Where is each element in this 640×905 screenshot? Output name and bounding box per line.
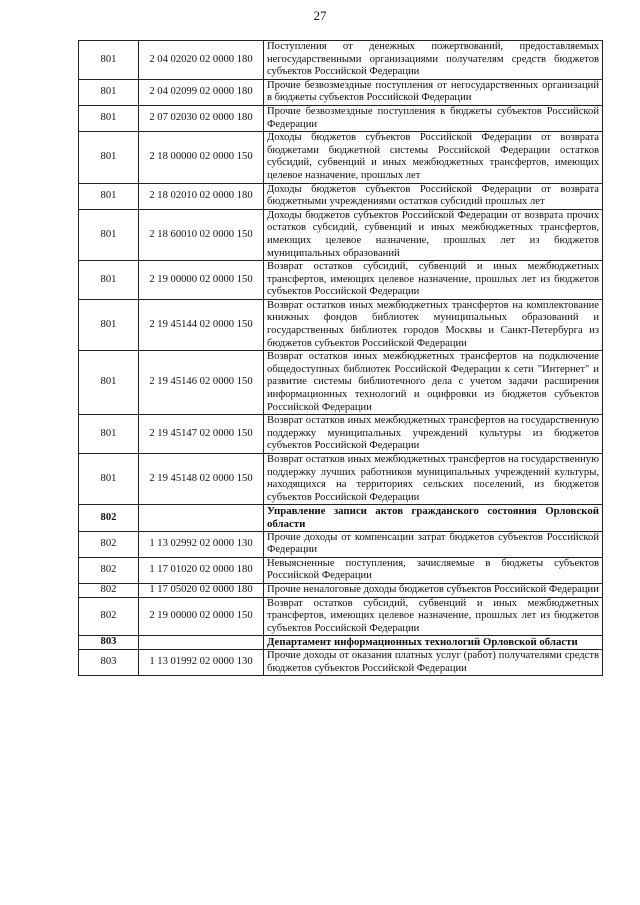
description-cell: Невыясненные поступления, зачисляемые в бюджеты субъектов Российской Федерации xyxy=(264,557,603,583)
section-title-cell: Департамент информационных технологий Орловской области xyxy=(264,636,603,650)
table-row xyxy=(79,583,603,597)
table-row xyxy=(79,299,603,350)
admin-code-cell: 801 xyxy=(79,454,139,505)
revenue-code-cell: 2 07 02030 02 0000 180 xyxy=(139,105,264,131)
revenue-code-cell xyxy=(139,636,264,650)
table-row xyxy=(79,415,603,454)
revenue-code-cell: 2 18 00000 02 0000 150 xyxy=(139,132,264,183)
revenue-code-cell: 1 17 01020 02 0000 180 xyxy=(139,557,264,583)
table-row xyxy=(79,351,603,415)
revenue-codes-table xyxy=(78,40,603,676)
section-header-row xyxy=(79,636,603,650)
section-header-row xyxy=(79,505,603,531)
revenue-code-cell: 1 13 01992 02 0000 130 xyxy=(139,649,264,675)
revenue-code-cell: 1 17 05020 02 0000 180 xyxy=(139,583,264,597)
page-number: 27 xyxy=(313,8,327,23)
description-cell: Доходы бюджетов субъектов Российской Федерации от возврата прочих остатков субсидий, субвенций и иных межбюджетных трансфертов, имеющих целевое назначение, прошлых лет из бюджетов муниципальных образований xyxy=(264,209,603,260)
table-row xyxy=(79,41,603,80)
admin-code-cell: 801 xyxy=(79,132,139,183)
section-title-cell: Управление записи актов гражданского состояния Орловской области xyxy=(264,505,603,531)
table-row xyxy=(79,557,603,583)
description-cell: Прочие безвозмездные поступления в бюджеты субъектов Российской Федерации xyxy=(264,105,603,131)
revenue-code-cell: 2 18 60010 02 0000 150 xyxy=(139,209,264,260)
table-row xyxy=(79,105,603,131)
revenue-code-cell: 2 04 02099 02 0000 180 xyxy=(139,79,264,105)
admin-code-cell: 801 xyxy=(79,41,139,80)
table-row xyxy=(79,183,603,209)
description-cell: Прочие неналоговые доходы бюджетов субъектов Российской Федерации xyxy=(264,583,603,597)
table-row xyxy=(79,531,603,557)
description-cell: Прочие безвозмездные поступления от негосударственных организаций в бюджеты субъектов Российской Федерации xyxy=(264,79,603,105)
revenue-code-cell: 2 19 00000 02 0000 150 xyxy=(139,261,264,300)
table-row xyxy=(79,649,603,675)
revenue-code-cell: 2 19 45146 02 0000 150 xyxy=(139,351,264,415)
admin-code-cell: 803 xyxy=(79,636,139,650)
admin-code-cell: 801 xyxy=(79,261,139,300)
description-cell: Возврат остатков иных межбюджетных трансфертов на комплектование книжных фондов библиотек муниципальных образований и государственных библиотек городов Москвы и Санкт-Петербурга из бюджетов субъектов Российской Федерации xyxy=(264,299,603,350)
admin-code-cell: 801 xyxy=(79,105,139,131)
table-row xyxy=(79,454,603,505)
description-cell: Прочие доходы от компенсации затрат бюджетов субъектов Российской Федерации xyxy=(264,531,603,557)
table-body xyxy=(79,41,603,676)
revenue-code-cell: 1 13 02992 02 0000 130 xyxy=(139,531,264,557)
admin-code-cell: 802 xyxy=(79,583,139,597)
admin-code-cell: 801 xyxy=(79,209,139,260)
revenue-code-cell: 2 19 45148 02 0000 150 xyxy=(139,454,264,505)
description-cell: Возврат остатков субсидий, субвенций и иных межбюджетных трансфертов, имеющих целевое назначение, прошлых лет из бюджетов субъектов Российской Федерации xyxy=(264,597,603,636)
revenue-code-cell: 2 19 45144 02 0000 150 xyxy=(139,299,264,350)
admin-code-cell: 802 xyxy=(79,597,139,636)
revenue-code-cell xyxy=(139,505,264,531)
description-cell: Возврат остатков иных межбюджетных трансфертов на государственную поддержку лучших работников муниципальных учреждений культуры, находящихся на территориях сельских поселений, из бюджетов субъектов Российской Федерации xyxy=(264,454,603,505)
table-row xyxy=(79,261,603,300)
description-cell: Возврат остатков иных межбюджетных трансфертов на подключение общедоступных библиотек Российской Федерации к сети "Интернет" и развитие системы библиотечного дела с учетом задачи расширения информационных технологий и оцифровки из бюджетов субъектов Российской Федерации xyxy=(264,351,603,415)
revenue-code-cell: 2 18 02010 02 0000 180 xyxy=(139,183,264,209)
description-cell: Доходы бюджетов субъектов Российской Федерации от возврата бюджетными учреждениями остатков субсидий прошлых лет xyxy=(264,183,603,209)
admin-code-cell: 801 xyxy=(79,299,139,350)
description-cell: Поступления от денежных пожертвований, предоставляемых негосударственными организациями получателям средств бюджетов субъектов Российской Федерации xyxy=(264,41,603,80)
admin-code-cell: 801 xyxy=(79,79,139,105)
admin-code-cell: 803 xyxy=(79,649,139,675)
description-cell: Возврат остатков иных межбюджетных трансфертов на государственную поддержку муниципальных учреждений культуры из бюджетов субъектов Российской Федерации xyxy=(264,415,603,454)
table-row xyxy=(79,132,603,183)
admin-code-cell: 801 xyxy=(79,351,139,415)
revenue-code-cell: 2 04 02020 02 0000 180 xyxy=(139,41,264,80)
admin-code-cell: 802 xyxy=(79,557,139,583)
table-row xyxy=(79,79,603,105)
description-cell: Прочие доходы от оказания платных услуг (работ) получателями средств бюджетов субъектов Российской Федерации xyxy=(264,649,603,675)
admin-code-cell: 802 xyxy=(79,505,139,531)
revenue-code-cell: 2 19 00000 02 0000 150 xyxy=(139,597,264,636)
admin-code-cell: 802 xyxy=(79,531,139,557)
revenue-code-cell: 2 19 45147 02 0000 150 xyxy=(139,415,264,454)
admin-code-cell: 801 xyxy=(79,415,139,454)
table-row xyxy=(79,597,603,636)
description-cell: Доходы бюджетов субъектов Российской Федерации от возврата бюджетами бюджетной системы Российской Федерации остатков субсидий, субвенций и иных межбюджетных трансфертов, имеющих целевое назначение, прошлых лет xyxy=(264,132,603,183)
table-row xyxy=(79,209,603,260)
description-cell: Возврат остатков субсидий, субвенций и иных межбюджетных трансфертов, имеющих целевое назначение, прошлых лет из бюджетов субъектов Российской Федерации xyxy=(264,261,603,300)
admin-code-cell: 801 xyxy=(79,183,139,209)
